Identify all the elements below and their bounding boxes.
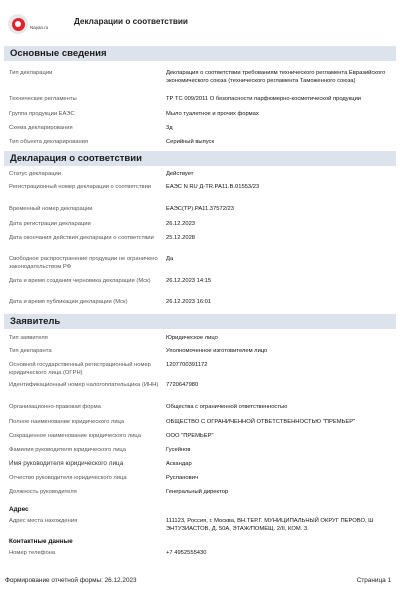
label: Тип объекта декларирования	[9, 139, 89, 145]
label: Должность руководителя	[9, 489, 77, 495]
label: Идентификационный номер налогоплательщика (ИНН)	[9, 382, 159, 388]
label: Статус декларации	[9, 171, 61, 177]
label: Номер телефона	[9, 550, 56, 556]
label: Тип декларанта	[9, 348, 52, 354]
value: 1207700391172	[166, 362, 208, 368]
label: Дата и время публикации декларации (Мск)	[9, 299, 128, 305]
value: Действует	[166, 171, 194, 177]
contacts-heading: Контактные данные	[9, 538, 73, 545]
label: Организационно-правовая форма	[9, 404, 101, 410]
label: Свободное распространение продукции не ограничено законодательством РФ	[9, 256, 158, 270]
footer-page-number: Страница 1	[356, 577, 391, 584]
label: Дата и время создания черновика декларации (Мск)	[9, 278, 151, 284]
value: ООО "ПРЕМЬЕР"	[166, 433, 214, 439]
value: ОБЩЕСТВО С ОГРАНИЧЕННОЙ ОТВЕТСТВЕННОСТЬЮ "ПРЕМЬЕР"	[166, 419, 356, 425]
value: 26.12.2023	[166, 221, 196, 227]
value: Да	[166, 256, 174, 262]
section-basic-info: Основные сведения	[4, 46, 396, 61]
value: Серийный выпуск	[166, 139, 214, 145]
label: Фамилия руководителя юридического лица	[9, 447, 126, 453]
value: 7720647980	[166, 382, 199, 388]
value: 26.12.2023 16:01	[166, 299, 212, 305]
label: Основной государственный регистрационный номер юридического лица (ОГРН)	[9, 362, 151, 376]
value: 111123, Россия, г. Москва, ВН.ТЕР.Г. МУНИЦИПАЛЬНЫЙ ОКРУГ ПЕРОВО, Ш ЭНТУЗИАСТОВ, Д. 50А, ЭТАЖ/ПОМЕЩ. 2/II, КОМ. 3.	[166, 518, 374, 532]
value: 25.12.2028	[166, 235, 196, 241]
label: Группа продукции ЕАЭС	[9, 111, 75, 117]
value: Уполномоченное изготовителем лицо	[166, 348, 268, 354]
label: Временный номер декларации	[9, 206, 93, 212]
logo	[8, 14, 68, 36]
label: Сокращенное наименование юридического лица	[9, 433, 141, 439]
value: Русланович	[166, 475, 198, 481]
label: Отчество руководителя юридического лица	[9, 475, 127, 481]
label: Тип декларации	[9, 70, 53, 76]
address-heading: Адрес	[9, 506, 29, 513]
page-header	[0, 0, 400, 42]
value: Мыло туалетное и прочих формах	[166, 111, 259, 117]
value: ТР ТС 009/2011 О безопасности парфюмерно-косметической продукции	[166, 96, 362, 102]
value: Юридическое лицо	[166, 335, 218, 341]
section-applicant: Заявитель	[4, 314, 396, 329]
label: Дата регистрации декларации	[9, 221, 91, 227]
label: Дата окончания действия декларации о соответствии	[9, 235, 154, 241]
value: Аскандар	[166, 461, 192, 467]
label: Регистрационный номер декларации о соответствии	[9, 184, 152, 190]
label: Имя руководителя юридического лица	[9, 460, 124, 467]
logo-text: Nayan.ru	[30, 25, 49, 30]
label: Схема декларирования	[9, 125, 73, 131]
document-title: Декларации о соответствии	[74, 17, 188, 26]
footer-generated-date: Формирование отчетной формы: 26.12.2023	[5, 577, 137, 584]
logo-icon	[8, 14, 28, 34]
value: Гусейнов	[166, 447, 191, 453]
label: Полное наименование юридического лица	[9, 419, 125, 425]
section-declaration: Декларация о соответствии	[4, 151, 396, 166]
label: Адрес места нахождения	[9, 518, 78, 524]
value: +7 4952555430	[166, 550, 207, 556]
value: Генеральный директор	[166, 489, 229, 495]
value: ЕАЭС N RU Д-TR.РА11.В.01553/23	[166, 184, 260, 190]
value: 3д	[166, 125, 173, 131]
value: ЕАЭС(ТР).РА11.37572/23	[166, 206, 234, 212]
label: Тип заявителя	[9, 335, 48, 341]
label: Технические регламенты	[9, 96, 77, 102]
value: 26.12.2023 14:15	[166, 278, 212, 284]
value: Декларация о соответствии требованиям технического регламента Евразийского экономического союза (технического регламента Таможенного союза)	[166, 70, 386, 84]
value: Общества с ограниченной ответственностью	[166, 404, 288, 410]
